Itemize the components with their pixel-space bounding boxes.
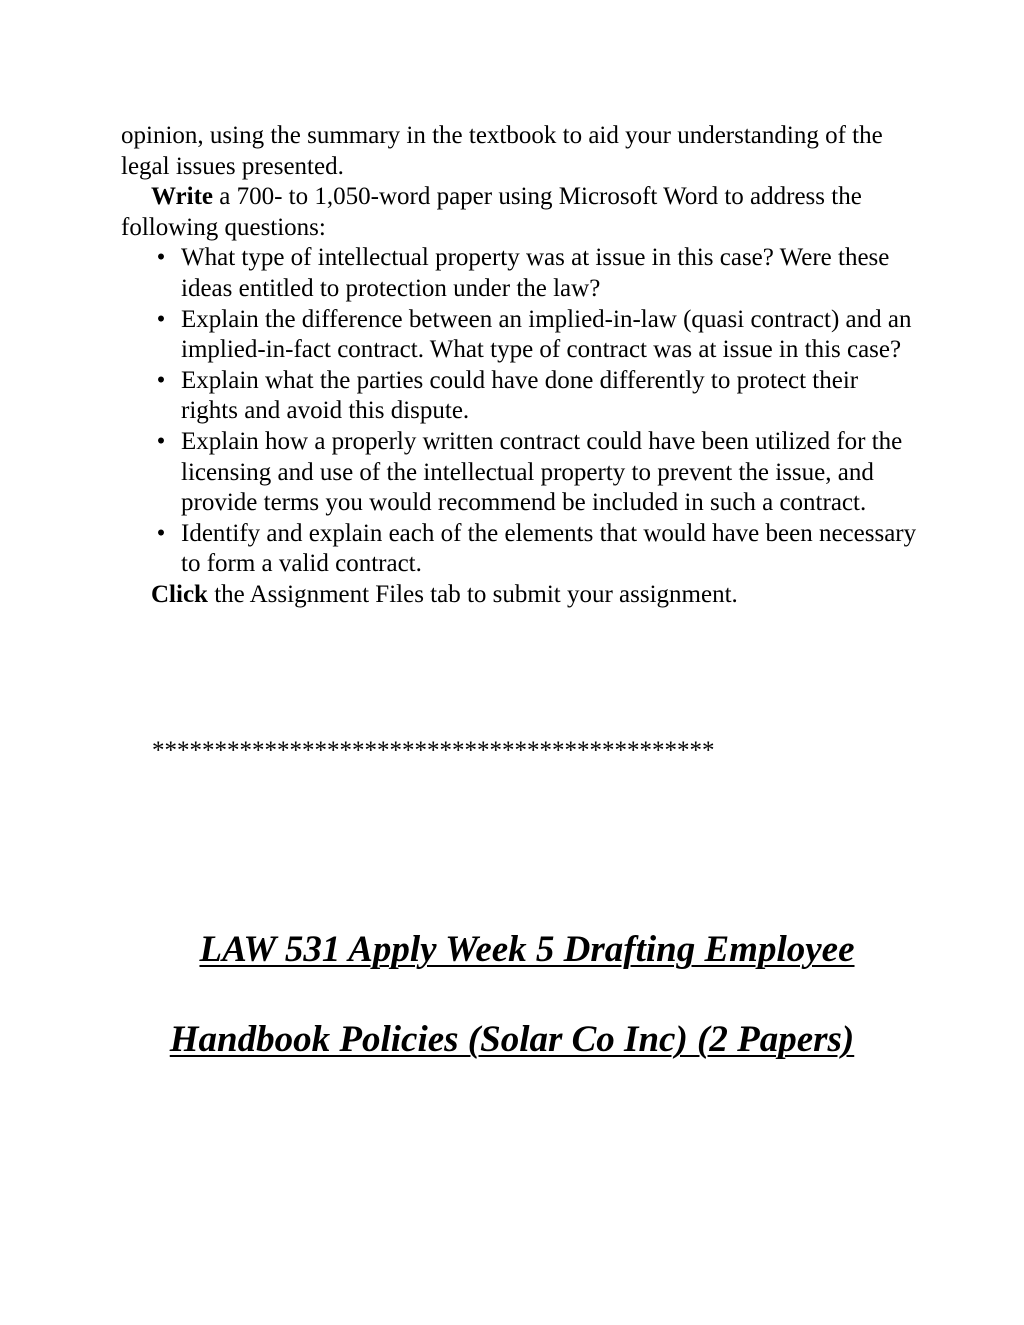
bullet-icon: •: [156, 427, 166, 455]
bullet-icon: •: [156, 519, 166, 547]
bullet-icon: •: [156, 244, 166, 272]
list-item-text: Explain how a properly written contract could have been utilized for the licensing and use of the intellectual property to prevent the issue, and provide terms you would recommend be included in such a contract.: [181, 427, 903, 517]
intro-paragraph: opinion, using the summary in the textbook to aid your understanding of the legal issues presented.: [121, 122, 883, 180]
document-title-line-2: Handbook Policies (Solar Co Inc) (2 Papers): [169, 1019, 855, 1060]
assignment-instructions: [121, 121, 921, 611]
separator-line: *********************************************: [152, 737, 715, 764]
write-paragraph: [121, 182, 921, 243]
list-item: [156, 427, 921, 519]
list-item: [156, 519, 921, 580]
question-list: [121, 243, 921, 580]
list-item: [156, 366, 921, 427]
list-item-text: Explain what the parties could have done differently to protect their rights and avoid this dispute.: [181, 366, 859, 425]
list-item: [156, 243, 921, 304]
list-item: [156, 305, 921, 366]
list-item-text: Identify and explain each of the elements that would have been necessary to form a valid contract.: [181, 519, 917, 578]
click-paragraph-text: the Assignment Files tab to submit your assignment.: [207, 580, 738, 608]
write-keyword: Write: [151, 183, 214, 211]
bullet-icon: •: [156, 366, 166, 394]
document-title-line-1: LAW 531 Apply Week 5 Drafting Employee: [199, 929, 855, 970]
write-paragraph-text: a 700- to 1,050-word paper using Microsoft Word to address the following questions:: [121, 183, 862, 241]
bullet-icon: •: [156, 305, 166, 333]
list-item-text: What type of intellectual property was at issue in this case? Were these ideas entitled to protection under the law?: [181, 244, 890, 302]
list-item-text: Explain the difference between an implied-in-law (quasi contract) and an implied-in-fact contract. What type of contract was at issue in this case?: [181, 305, 912, 364]
click-paragraph: [121, 580, 921, 611]
click-keyword: Click: [151, 580, 208, 608]
